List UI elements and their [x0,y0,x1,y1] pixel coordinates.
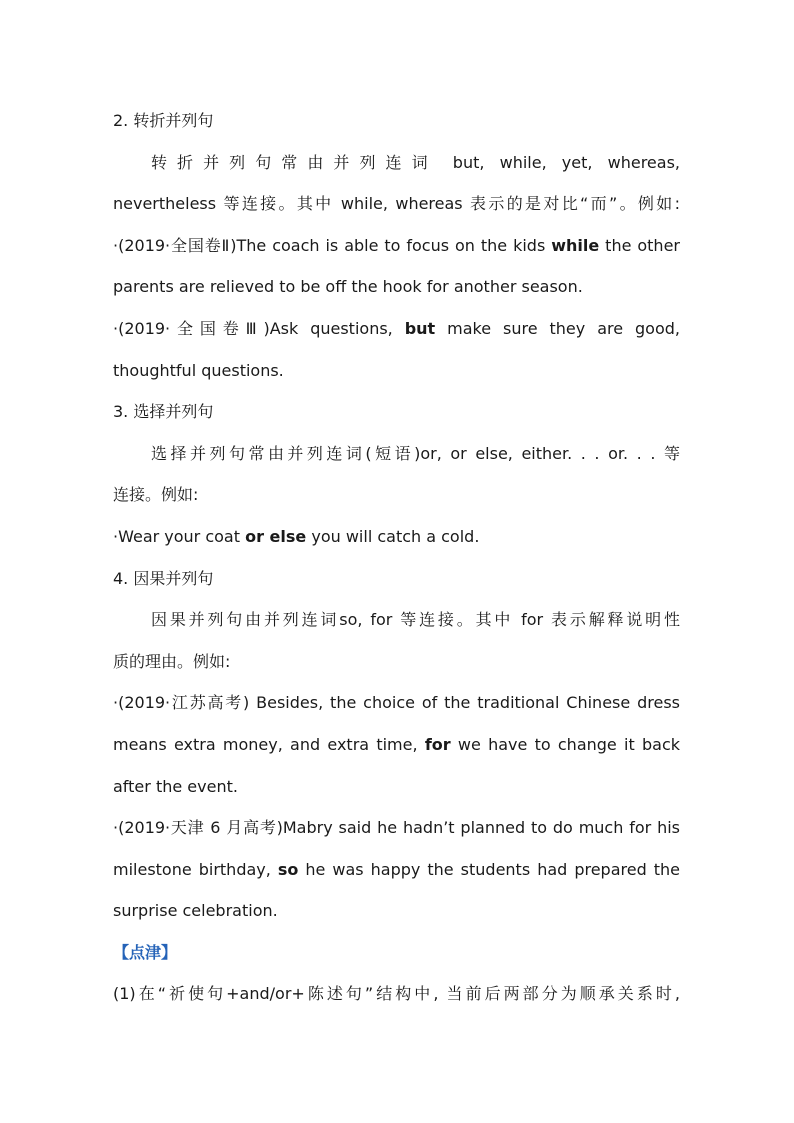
keyword: but [404,318,436,338]
example-line: thoughtful questions. [113,360,284,380]
paragraph-line: 连接。例如: [113,485,199,505]
example-text: ·(2019·全国卷Ⅱ)The coach is able to focus on the kids [113,235,552,255]
tip-line: (1)在“祈使句+and/or+陈述句”结构中, 当前后两部分为顺承关系时, [113,984,680,1004]
example-text: milestone birthday, [113,859,278,879]
example-line: ·(2019·江苏高考) Besides, the choice of the traditional Chinese dress [113,693,680,713]
example-text: the other [599,235,680,255]
keyword: so [277,859,299,879]
tip-heading: 【点津】 [113,942,178,962]
paragraph-line: nevertheless 等连接。其中 while, whereas 表示的是对比“而”。例如: [113,194,680,214]
document-body [113,100,680,1015]
section-heading-4: 4. 因果并列句 [113,568,214,588]
example-line [113,724,680,766]
keyword: or else [245,526,307,546]
example-line [113,225,680,267]
paragraph-line: 转折并列句常由并列连词 but, while, yet, whereas, [151,152,680,172]
example-line: ·(2019·天津 6 月高考)Mabry said he hadn’t planned to do much for his [113,818,680,838]
example-line: parents are relieved to be off the hook for another season. [113,277,583,297]
keyword: for [424,734,451,754]
example-line [113,516,680,558]
example-text: we have to change it back [450,734,680,754]
paragraph-line: 质的理由。例如: [113,651,231,671]
paragraph-line: 因果并列句由并列连词so, for 等连接。其中 for 表示解释说明性 [151,610,680,630]
paragraph-line: 选择并列句常由并列连词(短语)or, or else, either. . . or. . . 等 [151,443,680,463]
keyword: while [551,235,600,255]
example-line: surprise celebration. [113,901,278,921]
example-text: ·(2019·全国卷Ⅲ)Ask questions, [113,318,405,338]
example-text: ·Wear your coat [113,526,246,546]
example-line [113,308,680,350]
example-text: make sure they are good, [435,318,680,338]
example-text: you will catch a cold. [306,526,480,546]
example-text: means extra money, and extra time, [113,734,425,754]
example-line: after the event. [113,776,238,796]
section-heading-3: 3. 选择并列句 [113,402,214,422]
example-line [113,849,680,891]
section-heading-2: 2. 转折并列句 [113,111,214,130]
example-text: he was happy the students had prepared the [298,859,680,879]
